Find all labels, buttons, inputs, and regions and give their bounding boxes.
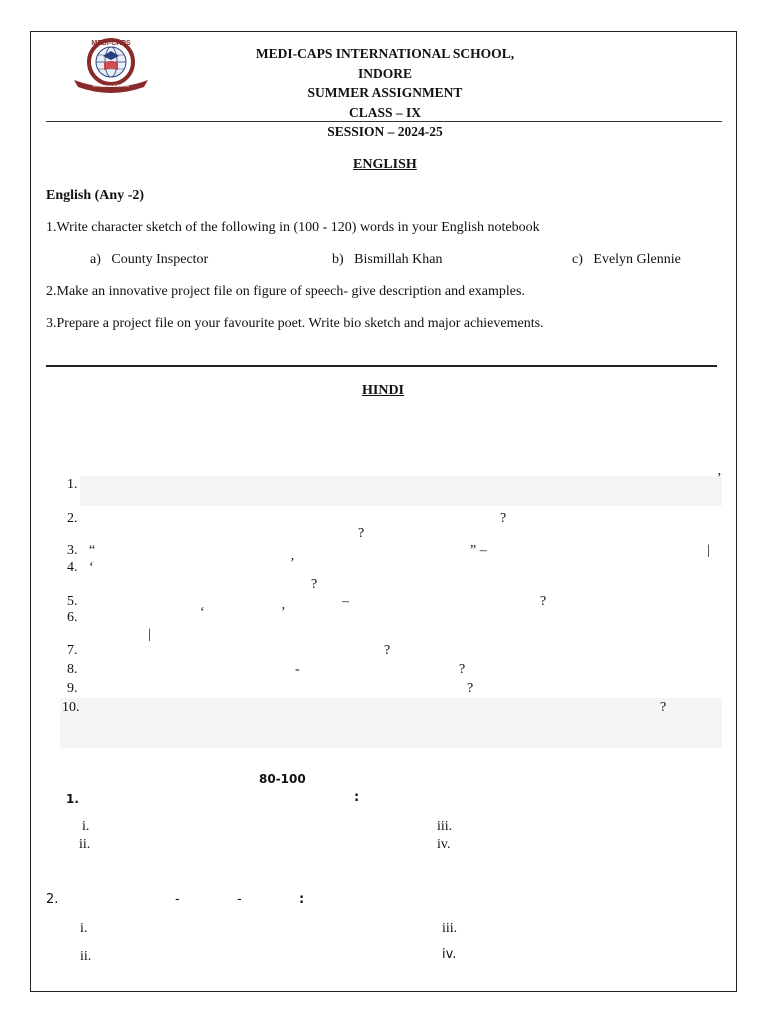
list-punct: ‘ (89, 560, 94, 575)
list-punct: | (707, 543, 710, 558)
list-number: 4. (67, 560, 78, 575)
question-dash: - (175, 892, 180, 907)
list-punct: ? (358, 526, 365, 541)
page-frame (30, 31, 737, 992)
assignment-title: SUMMER ASSIGNMENT (307, 85, 463, 100)
topics-colon: : (354, 790, 360, 805)
option-marker: a) (90, 252, 101, 267)
list-number: 3. (67, 543, 78, 558)
option-label: Bismillah Khan (354, 252, 443, 267)
list-number: 2. (67, 511, 78, 526)
list-punct: ? (459, 662, 466, 677)
shaded-row (80, 476, 722, 506)
list-punct: ‘ (200, 605, 205, 620)
school-name: MEDI-CAPS INTERNATIONAL SCHOOL, INDORE (255, 46, 515, 81)
topic-marker: i. (82, 819, 90, 834)
list-punct: “ (89, 543, 96, 558)
shaded-row (60, 698, 722, 748)
topic-marker: ii. (79, 837, 91, 852)
list-punct: ? (660, 700, 667, 715)
list-punct: ? (540, 594, 547, 609)
list-punct: ” – (470, 543, 487, 558)
english-heading: ENGLISH (353, 157, 417, 172)
list-punct: ? (467, 681, 474, 696)
list-number: 6. (67, 610, 78, 625)
list-punct: ? (384, 643, 391, 658)
header-divider (46, 121, 722, 122)
list-number: 8. (67, 662, 78, 677)
logo-arc-text: MEDI-CAPS (91, 40, 131, 47)
question-dash: - (237, 892, 242, 907)
section-divider (46, 365, 717, 367)
list-punct: ’ (290, 556, 295, 571)
list-punct: ’ (281, 605, 286, 620)
item-marker: iii. (442, 921, 458, 936)
school-logo (72, 36, 150, 94)
hindi-question-2-number: 2. (46, 892, 59, 907)
option-marker: c) (572, 252, 583, 267)
option-marker: b) (332, 252, 344, 267)
topic-marker: iv. (437, 837, 451, 852)
class-label: CLASS – IX (348, 104, 422, 120)
option-label: County Inspector (111, 252, 209, 267)
topics-number: 1. (66, 792, 79, 806)
list-number: 1. (67, 477, 78, 492)
list-number: 9. (67, 681, 78, 696)
option-a (90, 252, 208, 268)
english-question-3: 3.Prepare a project file on your favourite poet. Write bio sketch and major achievements. (46, 316, 544, 331)
list-punct: | (148, 627, 151, 642)
hindi-heading: HINDI (362, 383, 405, 398)
session-label: SESSION – 2024-25 (327, 124, 443, 139)
question-colon: : (299, 892, 305, 907)
english-question-1: 1.Write character sketch of the following in (100 - 120) words in your English notebook (46, 220, 540, 235)
item-marker: ii. (80, 949, 92, 964)
option-c (572, 252, 681, 268)
list-punct: – (342, 594, 349, 609)
english-subheading: English (Any -2) (46, 188, 145, 203)
document-header (230, 44, 540, 142)
word-limit: 80-100 (259, 772, 306, 786)
list-number: 7. (67, 643, 78, 658)
topic-marker: iii. (437, 819, 453, 834)
list-punct: - (295, 662, 300, 677)
list-number: 10. (62, 700, 80, 715)
list-punct: ? (500, 511, 507, 526)
option-label: Evelyn Glennie (593, 252, 681, 267)
english-question-2: 2.Make an innovative project file on figure of speech- give description and examples. (46, 284, 525, 299)
option-b (332, 252, 442, 268)
list-punct: ’ (717, 471, 722, 486)
list-number: 5. (67, 594, 78, 609)
list-punct: ? (311, 577, 318, 592)
item-marker: iv. (442, 947, 457, 962)
logo-ribbon-text: International School (92, 83, 130, 88)
item-marker: i. (80, 921, 88, 936)
